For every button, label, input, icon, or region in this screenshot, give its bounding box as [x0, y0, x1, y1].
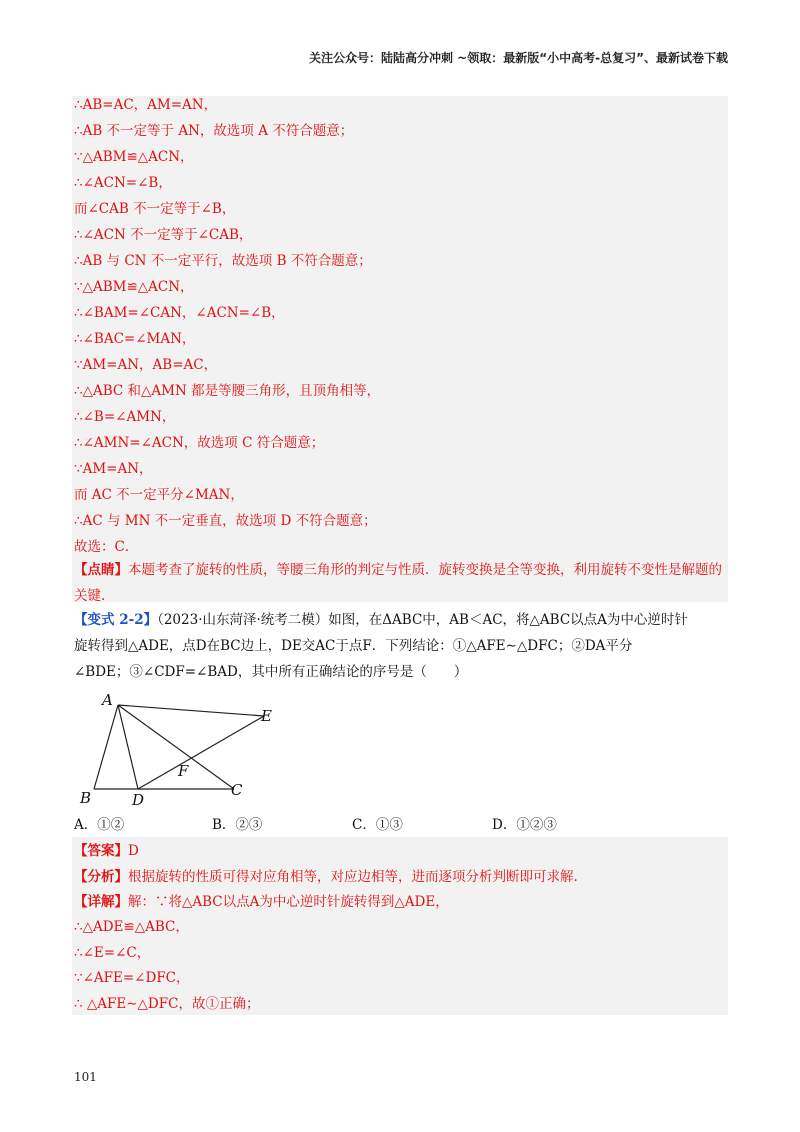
solution-line: ∴AB 与 CN 不一定平行，故选项 B 不符合题意；	[74, 253, 372, 269]
answer-options	[74, 812, 674, 838]
analysis-line	[74, 864, 728, 890]
detail-step-line: ∴△ADE≌△ABC，	[74, 919, 189, 935]
solution-line: ∴△ABC 和△AMN 都是等腰三角形，且顶角相等，	[74, 383, 381, 399]
answer-tag: 【答案】	[74, 843, 128, 859]
comment-tag: 【点睛】	[74, 562, 128, 578]
label-d: D	[132, 791, 145, 809]
label-b: B	[80, 789, 92, 807]
segment-ab	[94, 705, 118, 789]
solution-line: ∴AB 不一定等于 AN，故选项 A 不符合题意；	[74, 123, 354, 139]
label-e: E	[261, 707, 272, 725]
geometry-figure	[74, 688, 294, 810]
solution-line: ∴∠BAM=∠CAN，∠ACN=∠B，	[74, 305, 285, 321]
answer-line	[74, 838, 728, 864]
label-f: F	[178, 762, 189, 780]
option-c: C．①③	[352, 817, 403, 833]
solution-line: ∴∠AMN=∠ACN，故选项 C 符合题意；	[74, 435, 325, 451]
option-d: D．①②③	[492, 817, 557, 833]
comment-text: 本题考查了旋转的性质，等腰三角形的判定与性质．旋转变换是全等变换，利用旋转不变性是解题的关键.	[74, 562, 722, 604]
comment-paragraph	[74, 557, 728, 609]
detail-step-line: ∴∠E=∠C，	[74, 944, 151, 961]
option-a: A．①②	[74, 817, 125, 833]
answer-text: D	[128, 843, 139, 859]
solution-line: ∴AB=AC，AM=AN，	[74, 97, 218, 113]
detail-tag: 【详解】	[74, 894, 128, 910]
page-header: 关注公众号：陆陆高分冲刺 ~领取：最新版“小中高考-总复习”、最新试卷下载	[309, 51, 728, 65]
solution-line: ∴∠ACN=∠B，	[74, 175, 172, 191]
detail-text-1: 解：∵将△ABC以点A为中心逆时针旋转得到△ADE，	[128, 894, 449, 910]
analysis-text: 根据旋转的性质可得对应角相等，对应边相等，进而逐项分析判断即可求解.	[128, 869, 578, 885]
solution-line: ∴∠B=∠AMN，	[74, 409, 176, 425]
solution-line: ∵△ABM≌△ACN，	[74, 279, 194, 295]
solution-line: ∴AC 与 MN 不一定垂直，故选项 D 不符合题意；	[74, 513, 377, 529]
solution-line: ∵AM=AN，	[74, 461, 153, 477]
label-c: C	[231, 781, 243, 799]
detail-line-1	[74, 889, 728, 915]
problem-tag: 【变式 2-2】	[74, 612, 158, 628]
solution-line: 而 AC 不一定平分∠MAN，	[74, 487, 244, 503]
analysis-tag: 【分析】	[74, 869, 128, 885]
segment-ae	[118, 705, 264, 716]
problem-line-1	[74, 607, 728, 633]
detail-step-line: ∴ △AFE∼△DFC，故①正确；	[74, 995, 260, 1012]
solution-line: 而∠CAB 不一定等于∠B，	[74, 201, 236, 217]
segment-de	[138, 716, 264, 789]
solution-line: ∵△ABM≌△ACN，	[74, 149, 194, 165]
option-b: B．②③	[212, 817, 263, 833]
solution-line: ∴∠BAC=∠MAN，	[74, 331, 196, 347]
detail-step-line: ∵∠AFE=∠DFC，	[74, 970, 190, 986]
solution-line: ∴∠ACN 不一定等于∠CAB，	[74, 227, 253, 243]
problem-text-1: （2023·山东菏泽·统考二模）如图，在ΔABC中，AB＜AC，将△ABC以点A为中心逆时针	[157, 612, 688, 628]
solution-line: ∵AM=AN，AB=AC，	[74, 357, 218, 373]
label-a: A	[102, 691, 113, 709]
problem-line-2: 旋转得到△ADE，点D在BC边上，DE交AC于点F．下列结论：①△AFE∼△DFC；②DA平分	[74, 638, 633, 654]
page-number: 101	[74, 1070, 97, 1084]
problem-line-3: ∠BDE；③∠CDF=∠BAD，其中所有正确结论的序号是（ ）	[74, 664, 468, 680]
solution-line: 故选：C．	[74, 539, 139, 555]
